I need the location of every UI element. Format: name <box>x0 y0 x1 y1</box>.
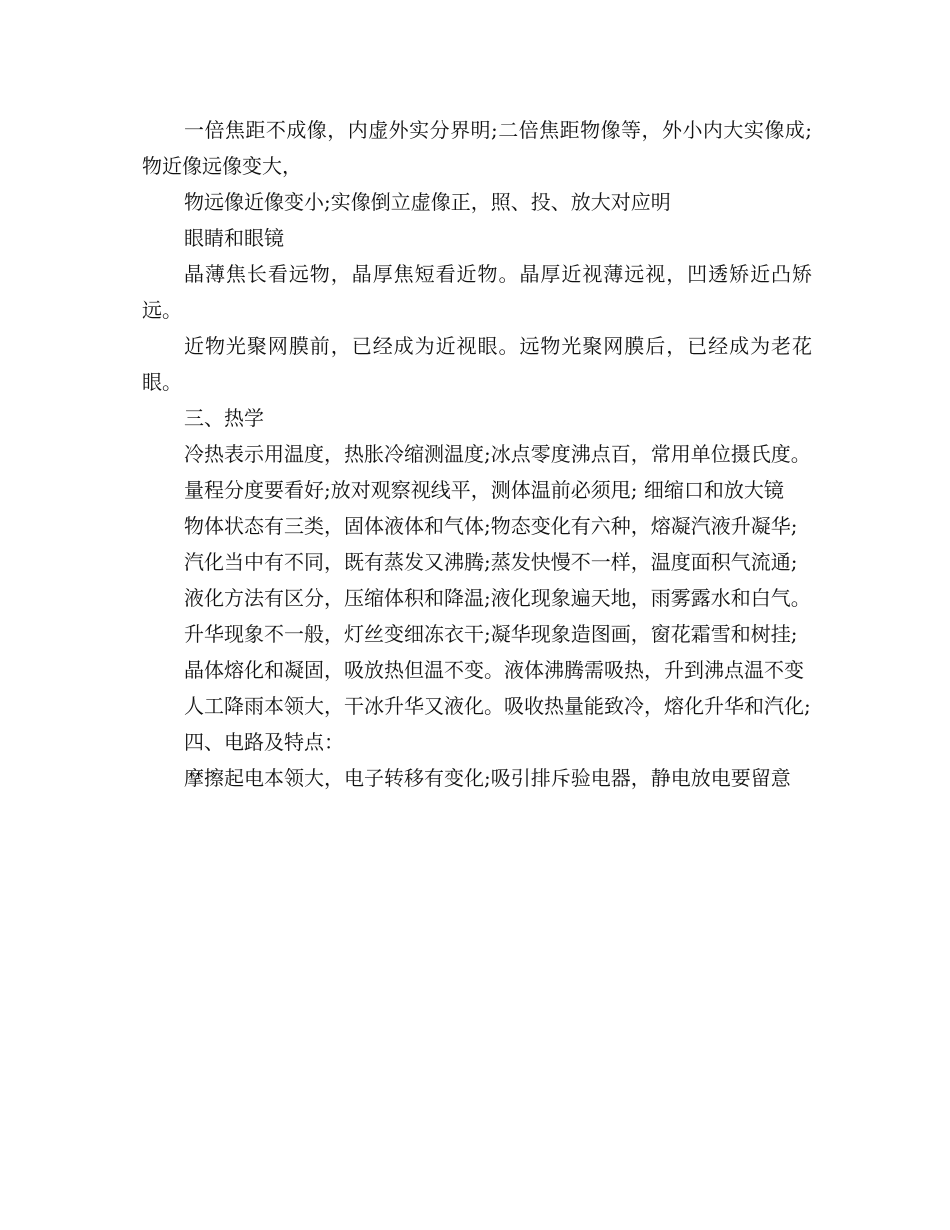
paragraph-melting-boiling: 晶体熔化和凝固，吸放热但温不变。液体沸腾需吸热，升到沸点温不变 <box>184 658 804 682</box>
paragraph-eye-lens: 晶薄焦长看远物，晶厚焦短看近物。晶厚近视薄远视，凹透矫近凸矫远。 <box>142 262 812 322</box>
paragraph-lens-imaging-1: 一倍焦距不成像，内虚外实分界明;二倍焦距物像等，外小内大实像成;物近像远像变大， <box>142 118 812 178</box>
paragraph-static-electricity: 摩擦起电本领大，电子转移有变化;吸引排斥验电器，静电放电要留意 <box>184 766 791 790</box>
paragraph-myopia-presbyopia: 近物光聚网膜前，已经成为近视眼。远物光聚网膜后，已经成为老花眼。 <box>142 334 812 394</box>
paragraph-liquefaction: 液化方法有区分，压缩体积和降温;液化现象遍天地，雨雾露水和白气。 <box>184 586 811 610</box>
paragraph-lens-imaging-2: 物远像近像变小;实像倒立虚像正，照、投、放大对应明 <box>184 190 671 214</box>
paragraph-states-of-matter: 物体状态有三类，固体液体和气体;物态变化有六种，熔凝汽液升凝华; <box>184 514 798 538</box>
paragraph-artificial-rain: 人工降雨本领大，干冰升华又液化。吸收热量能致冷，熔化升华和汽化; <box>184 694 811 718</box>
paragraph-vaporization: 汽化当中有不同，既有蒸发又沸腾;蒸发快慢不一样，温度面积气流通; <box>184 550 798 574</box>
paragraph-temperature: 冷热表示用温度，热胀冷缩测温度;冰点零度沸点百，常用单位摄氏度。 <box>184 442 811 466</box>
heading-eyes-and-glasses: 眼睛和眼镜 <box>184 226 284 250</box>
heading-circuits: 四、电路及特点： <box>184 730 344 754</box>
document-body <box>142 112 812 796</box>
paragraph-sublimation: 升华现象不一般，灯丝变细冻衣干;凝华现象造图画，窗花霜雪和树挂; <box>184 622 798 646</box>
heading-thermodynamics: 三、热学 <box>184 406 264 430</box>
paragraph-thermometer: 量程分度要看好;放对观察视线平，测体温前必须甩; 细缩口和放大镜 <box>184 478 784 502</box>
